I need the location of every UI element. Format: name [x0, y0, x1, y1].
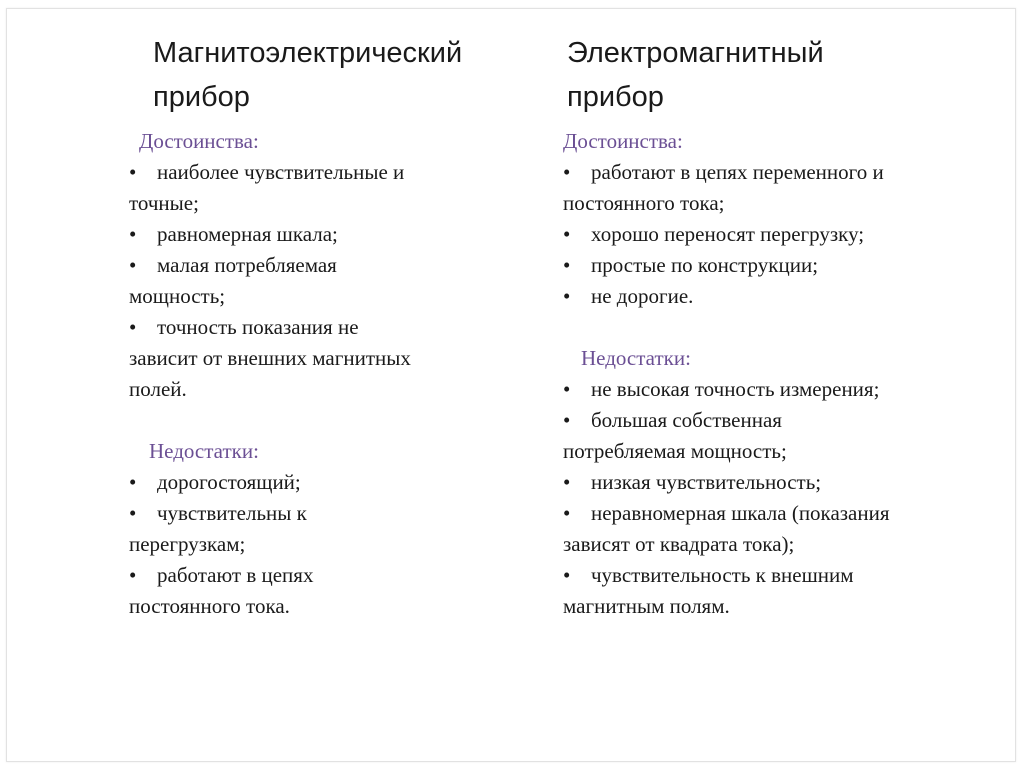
bullet-icon: •	[129, 563, 137, 587]
bullet-icon: •	[129, 315, 137, 339]
right-disadvantage-item-4	[563, 498, 983, 560]
left-advantage-item-2	[129, 219, 509, 250]
list-item-text: чувствительны к	[157, 501, 307, 525]
bullet-icon: •	[563, 253, 571, 277]
list-item-text-cont: точные;	[129, 191, 199, 215]
list-item-text: работают в цепях	[157, 563, 314, 587]
list-item-text-cont: магнитным полям.	[563, 594, 730, 618]
left-disadvantage-item-1	[129, 467, 509, 498]
list-item-text-cont: постоянного тока.	[129, 594, 290, 618]
bullet-icon: •	[129, 501, 137, 525]
right-advantage-item-4	[563, 281, 983, 312]
bullet-icon: •	[563, 408, 571, 432]
right-advantage-item-1	[563, 157, 983, 219]
bullet-icon: •	[563, 284, 571, 308]
bullet-icon: •	[563, 563, 571, 587]
slide	[6, 8, 1016, 762]
list-item-text-cont: перегрузкам;	[129, 532, 246, 556]
right-disadvantage-item-3	[563, 467, 983, 498]
section-gap	[129, 405, 509, 436]
bullet-icon: •	[129, 253, 137, 277]
left-disadvantage-item-3	[129, 560, 509, 622]
list-item-text: простые по конструкции;	[591, 253, 819, 277]
list-item-text: работают в цепях переменного и	[591, 160, 884, 184]
right-disadvantage-item-2	[563, 405, 983, 467]
list-item-text-cont: полей.	[129, 377, 187, 401]
bullet-icon: •	[563, 222, 571, 246]
list-item-text: не высокая точность измерения;	[591, 377, 880, 401]
list-item-text-cont: постоянного тока;	[563, 191, 725, 215]
left-column-body	[129, 126, 509, 622]
list-item-text: равномерная шкала;	[157, 222, 338, 246]
right-title-line-1: Электромагнитный	[567, 37, 824, 69]
left-column-title	[153, 31, 462, 119]
right-title-line-2: прибор	[567, 81, 664, 113]
left-disadvantages-label: Недостатки:	[149, 439, 259, 463]
list-item-text: хорошо переносят перегрузку;	[591, 222, 865, 246]
list-item-text-cont: зависят от квадрата тока);	[563, 532, 795, 556]
list-item-text-cont: зависит от внешних магнитных	[129, 346, 411, 370]
list-item-text-cont: потребляемая мощность;	[563, 439, 787, 463]
left-title-line-1: Магнитоэлектрический	[153, 37, 463, 69]
bullet-icon: •	[563, 470, 571, 494]
list-item-text: наиболее чувствительные и	[157, 160, 405, 184]
right-disadvantage-item-1	[563, 374, 983, 405]
bullet-icon: •	[563, 501, 571, 525]
right-disadvantages-label: Недостатки:	[581, 346, 691, 370]
bullet-icon: •	[129, 222, 137, 246]
list-item-text: не дорогие.	[591, 284, 694, 308]
right-advantage-item-3	[563, 250, 983, 281]
bullet-icon: •	[129, 470, 137, 494]
right-disadvantage-item-5	[563, 560, 983, 622]
list-item-text: точность показания не	[157, 315, 359, 339]
left-advantage-item-1	[129, 157, 509, 219]
left-advantage-item-3	[129, 250, 509, 312]
list-item-text: неравномерная шкала (показания	[591, 501, 890, 525]
section-gap	[563, 312, 983, 343]
left-advantage-item-4	[129, 312, 509, 405]
list-item-text: малая потребляемая	[157, 253, 337, 277]
right-column-title	[567, 31, 824, 119]
list-item-text: низкая чувствительность;	[591, 470, 822, 494]
bullet-icon: •	[129, 160, 137, 184]
list-item-text: чувствительность к внешним	[591, 563, 854, 587]
left-advantages-label: Достоинства:	[139, 129, 259, 153]
bullet-icon: •	[563, 377, 571, 401]
list-item-text-cont: мощность;	[129, 284, 226, 308]
bullet-icon: •	[563, 160, 571, 184]
list-item-text: большая собственная	[591, 408, 782, 432]
right-column-body	[563, 126, 983, 622]
left-title-line-2: прибор	[153, 81, 250, 113]
left-disadvantage-item-2	[129, 498, 509, 560]
list-item-text: дорогостоящий;	[157, 470, 301, 494]
right-advantages-label: Достоинства:	[563, 129, 683, 153]
right-advantage-item-2	[563, 219, 983, 250]
